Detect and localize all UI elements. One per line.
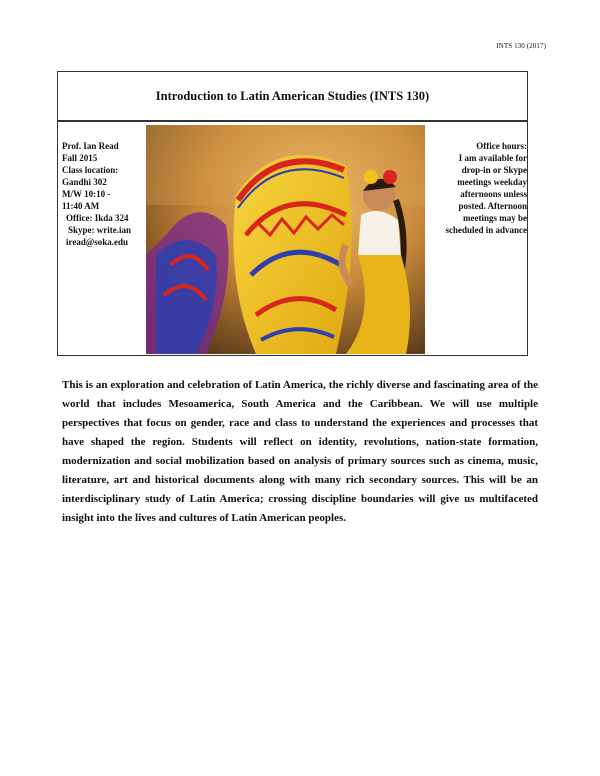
course-description: This is an exploration and celebration of Latin America, the richly diverse and fascinating area of the world that includes Mesoamerica, South America and the Caribbean. We will use multiple perspectives that focus on gender, race and class to understand the experiences and processes that have shaped the region. Students will reflect on identity, revolutions, nation-state formation, modernization and social mobilization based on analysis of primary sources such as cinema, music, literature, art and historical documents along with many rich secondary sources. This will be an interdisciplinary study of Latin America; crossing discipline boundaries will give us multifaceted insight into the lives and cultures of Latin American peoples. (62, 379, 538, 524)
term: Fall 2015 (62, 153, 98, 163)
office-hours-line: meetings weekday (457, 177, 527, 187)
title-box (57, 71, 528, 121)
class-location-label: Class location: (62, 165, 119, 175)
skype-handle: Skype: write.ian (68, 225, 131, 235)
office-location: Office: Ikda 324 (66, 213, 129, 223)
office-hours-label: Office hours: (476, 141, 527, 151)
office-hours-line: I am available for (458, 153, 527, 163)
instructor-name: Prof. Ian Read (62, 141, 119, 151)
class-time: M/W 10:10 - (62, 189, 111, 199)
email: iread@soka.edu (66, 237, 128, 247)
office-hours-line: posted. Afternoon (458, 201, 527, 211)
class-time-end: 11:40 AM (62, 201, 100, 211)
office-hours (426, 140, 527, 236)
dancer-photo (146, 125, 425, 354)
office-hours-line: drop-in or Skype (461, 165, 527, 175)
class-location: Gandhi 302 (62, 177, 107, 187)
page-title: Introduction to Latin American Studies (INTS 130) (155, 88, 430, 103)
office-hours-line: afternoons unless (460, 189, 527, 199)
course-code-header: INTS 130 (2017) (496, 42, 546, 50)
office-hours-line: meetings may be (463, 213, 527, 223)
instructor-info (62, 140, 148, 248)
office-hours-line: scheduled in advance (445, 225, 527, 235)
info-box (57, 121, 528, 356)
